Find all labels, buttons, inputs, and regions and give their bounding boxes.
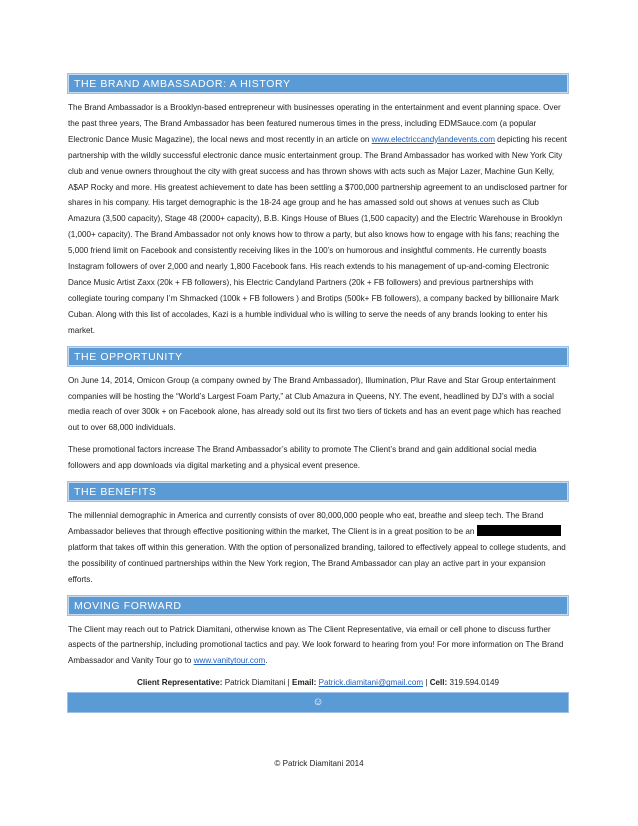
benefits-paragraph xyxy=(68,508,568,588)
history-paragraph xyxy=(68,100,568,339)
section-header-benefits: THE BENEFITS xyxy=(68,482,568,501)
forward-text-c: . xyxy=(265,656,268,666)
email-link[interactable]: Patrick.diamitani@gmail.com xyxy=(318,678,424,688)
smiley-icon: ☺ xyxy=(312,696,324,709)
benefits-text-a: The millennial demographic in America and currently consists of over 80,000,000 people who eat, breathe and sleep tech. The Brand Ambassador believes that through effective positioning within the market, The Client is in a great position to be an xyxy=(68,511,544,536)
rep-label: Client Representative: xyxy=(137,678,223,688)
section-header-moving-forward: MOVING FORWARD xyxy=(68,596,568,615)
benefits-text-b: platform that takes off within this generation. With the option of personalized branding, tailored to effectively appeal to college students, and the possibility of continued partnerships within the New York region, The Brand Ambassador can play an active part in your expansion efforts. xyxy=(68,542,566,584)
footer-copyright: © Patrick Diamitani 2014 xyxy=(274,759,364,768)
history-text-a: The Brand Ambassador is a Brooklyn-based entrepreneur with businesses operating in the entertainment and event planning space. Over the past three years, The Brand Ambassador has been featured numerous times in the press, including EDMSauce.com (a popular Electronic Dance Music Magazine), the local news and most recently in an article on xyxy=(68,103,561,144)
rep-name: Patrick Diamitani | xyxy=(222,678,293,688)
contact-separator: | xyxy=(423,678,430,688)
document-page xyxy=(68,74,568,712)
forward-text-a: The Client may reach out to Patrick Diamitani, otherwise known as The Client Representative, via email or cell phone to discuss further aspects of the partnership, including promotional tactics and pay. We look forward to hearing from you! For more information on The Brand Ambassador and Vanity Tour go to xyxy=(68,624,564,666)
vanity-tour-link[interactable]: www.vanitytour.com xyxy=(193,656,266,666)
cell-label: Cell: xyxy=(429,678,448,688)
opportunity-paragraph-1: On June 14, 2014, Omicon Group (a company owned by The Brand Ambassador), Illumination, Plur Rave and Star Group entertainment companies will be hosting the “World’s Largest Foam Party,” at Club Amazura in Queens, NY. The event, headlined by DJ’s with a social media reach of over 300k + on Facebook alone, has already sold out its first two tiers of tickets and has an event page which has reached out to over 68,000 individuals. xyxy=(68,375,561,433)
section-header-history: THE BRAND AMBASSADOR: A HISTORY xyxy=(68,74,568,93)
moving-forward-paragraph xyxy=(68,622,568,670)
contact-line xyxy=(68,678,568,687)
section-header-opportunity: THE OPPORTUNITY xyxy=(68,347,568,366)
smiley-bar xyxy=(68,693,568,712)
cell-number: 319.594.0149 xyxy=(447,678,499,688)
electric-candyland-link[interactable]: www.electriccandylandevents.com xyxy=(371,134,495,144)
history-text-b: depicting his recent partnership with the wildly successful electronic dance music entertainment group. The Brand Ambassador has worked with New York City club and venue owners throughout the city with great success and has thrown shows with acts such as Major Lazer, Machine Gun Kelly, A$AP Rocky and more. His greatest achievement to date has been settling a $700,000 partnership agreement to an undisclosed partner for shares in his company. His target demographic is the 18-24 age group and he has amassed sold out shows at venues such as Club Amazura (3,500 capacity), Stage 48 (2000+ capacity), B.B. Kings House of Blues (1,500 capacity) and the Electric Warehouse in Brooklyn (1,000+ capacity). The Brand Ambassador not only knows how to throw a party, but also knows how to engage with his fans; reaching the 5,000 friend limit on Facebook and consistently receiving likes in the 100’s on humorous and insightful comments. He currently boasts Instagram followers of over 2,000 and nearly 1,800 Facebook fans. His reach extends to his management of up-and-coming Electronic Dance Music Artist Zaxx (20k + FB followers), his Electric Candyland Partners (20k + FB followers) and previous partnerships with collegiate touring company I’m Shmacked (100k + FB followers ) and Brotips (500k+ FB followers), a company backed by billionaire Mark Cuban. Along with this list of accolades, Kazi is a humble individual who is willing to serve the needs of any brands looking to enter his market. xyxy=(68,134,568,335)
opportunity-paragraph-2: These promotional factors increase The Brand Ambassador’s ability to promote The Client’s brand and gain additional social media followers and app downloads via digital marketing and a physical event presence. xyxy=(68,445,537,471)
redaction-bar xyxy=(477,525,561,536)
email-label: Email: xyxy=(292,678,317,688)
